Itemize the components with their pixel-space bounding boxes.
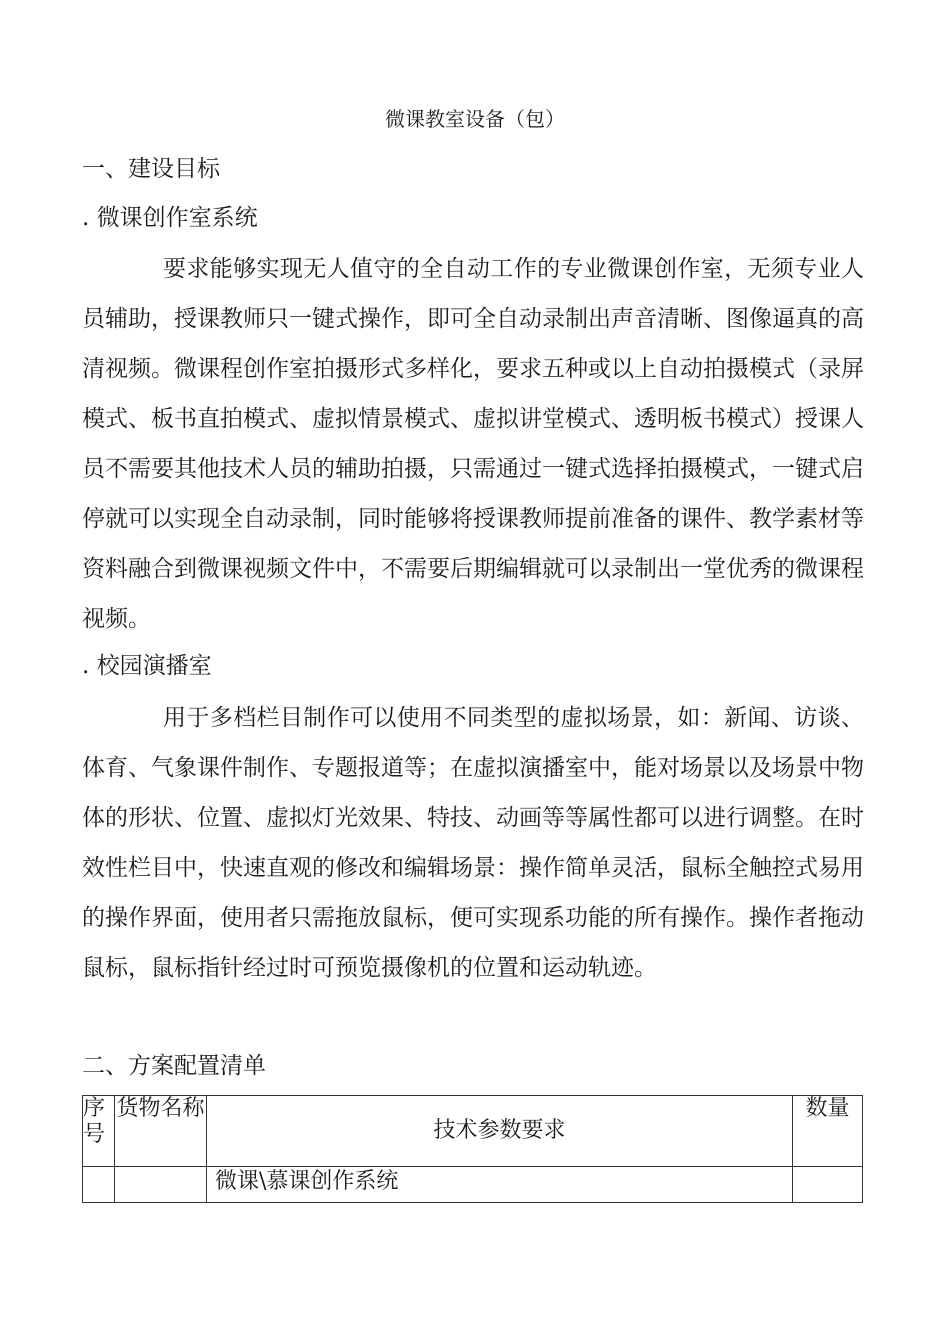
config-table bbox=[82, 1095, 863, 1203]
page-title: 微课教室设备（包） bbox=[385, 107, 565, 131]
row-qty bbox=[793, 1167, 863, 1203]
table-row bbox=[83, 1167, 863, 1203]
header-tech: 技术参数要求 bbox=[207, 1096, 793, 1167]
header-seq: 序号 bbox=[83, 1096, 115, 1167]
section-heading-goals: 一、建设目标 bbox=[82, 156, 220, 182]
header-name: 货物名称 bbox=[115, 1096, 207, 1167]
section-heading-config-list: 二、方案配置清单 bbox=[82, 1053, 266, 1079]
subsection-heading-micro-studio: . 微课创作室系统 bbox=[82, 205, 258, 231]
row-seq bbox=[83, 1167, 115, 1203]
table-header-row bbox=[83, 1096, 863, 1167]
subsection-heading-campus-studio: . 校园演播室 bbox=[82, 653, 212, 679]
header-qty: 数量 bbox=[793, 1096, 863, 1167]
row-tech: 微课\慕课创作系统 bbox=[207, 1167, 793, 1203]
paragraph-micro-studio: 要求能够实现无人值守的全自动工作的专业微课创作室，无须专业人员辅助，授课教师只一键式操作，即可全自动录制出声音清晰、图像逼真的高清视频。微课程创作室拍摄形式多样化，要求五种或以上自动拍摄模式（录屏模式、板书直拍模式、虚拟情景模式、虚拟讲堂模式、透明板书模式）授课人员不需要其他技术人员的辅助拍摄，只需通过一键式选择拍摄模式，一键式启停就可以实现全自动录制，同时能够将授课教师提前准备的课件、教学素材等资料融合到微课视频文件中，不需要后期编辑就可以录制出一堂优秀的微课程视频。 bbox=[82, 256, 864, 632]
row-name bbox=[115, 1167, 207, 1203]
paragraph-campus-studio: 用于多档栏目制作可以使用不同类型的虚拟场景，如：新闻、访谈、体育、气象课件制作、专题报道等；在虚拟演播室中，能对场景以及场景中物体的形状、位置、虚拟灯光效果、特技、动画等等属性都可以进行调整。在时效性栏目中，快速直观的修改和编辑场景：操作简单灵活，鼠标全触控式易用的操作界面，使用者只需拖放鼠标，便可实现系功能的所有操作。操作者拖动鼠标，鼠标指针经过时可预览摄像机的位置和运动轨迹。 bbox=[82, 705, 864, 981]
